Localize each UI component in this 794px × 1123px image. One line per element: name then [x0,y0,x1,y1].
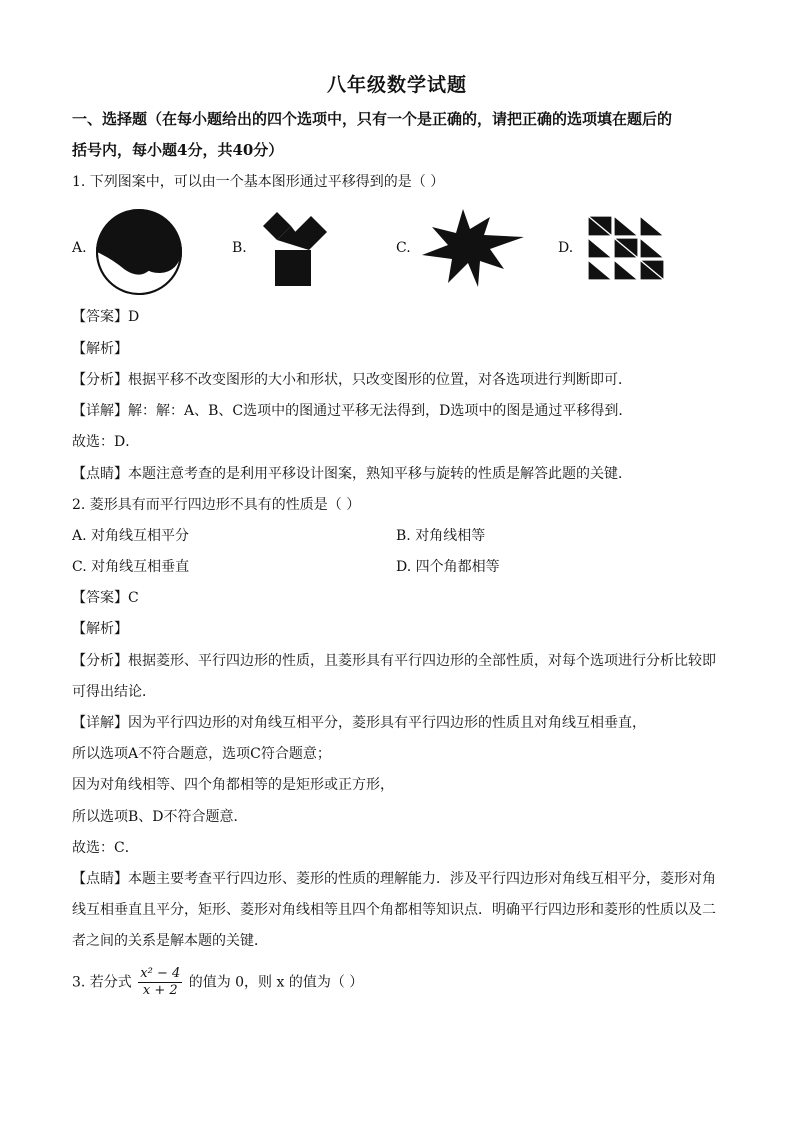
q2-comment-line3: 者之间的关系是解本题的关键． [72,933,268,949]
q2-detail-line4: 所以选项B、D不符合题意． [72,809,248,825]
q2-detail-line3: 因为对角线相等、四个角都相等的是矩形或正方形， [72,777,394,793]
q2-comment-line2: 线互相垂直且平分，矩形、菱形对角线相等且四个角都相等知识点．明确平行四边形和菱形的性质以及二 [72,902,716,918]
q1-option-a-label: A. [72,240,87,256]
q1-option-c-label: C. [396,240,411,256]
q2-option-a: A. 对角线互相平分 [72,528,190,544]
q2-option-b: B. 对角线相等 [396,528,486,544]
q1-option-d-label: D. [558,240,574,256]
q1-choice: 故选：D． [72,434,140,450]
q2-choice: 故选：C． [72,840,139,856]
q1-detail: 【详解】解：解：A、B、C选项中的图通过平移无法得到，D选项中的图是通过平移得到． [72,403,633,419]
q2-option-d: D. 四个角都相等 [396,559,500,575]
q1-answer: 【答案】D [72,309,140,325]
q1-figure-c-star [418,207,528,289]
q2-option-c: C. 对角线互相垂直 [72,559,190,575]
q2-analysis-line1: 【分析】根据菱形、平行四边形的性质，且菱形具有平行四边形的全部性质，对每个选项进行分析比较即 [72,653,716,669]
q2-jiexi: 【解析】 [72,621,128,637]
q2-comment-line1: 【点睛】本题主要考查平行四边形、菱形的性质的理解能力．涉及平行四边形对角线互相平分，菱形对角 [72,871,716,887]
q2-detail-line2: 所以选项A不符合题意，选项C符合题意； [72,746,331,762]
q1-stem: 1. 下列图案中，可以由一个基本图形通过平移得到的是（ ） [72,174,445,190]
page-title: 八年级数学试题 [326,74,467,96]
q1-option-b-label: B. [232,240,247,256]
q1-jiexi: 【解析】 [72,341,128,357]
q2-detail-line1: 【详解】因为平行四边形的对角线互相平分，菱形具有平行四边形的性质且对角线互相垂直， [72,715,646,731]
section-heading-line1: 一、选择题（在每小题给出的四个选项中，只有一个是正确的，请把正确的选项填在题后的 [72,110,673,128]
q1-figure-a-yinyang [94,207,184,297]
q3-fraction [138,966,182,999]
q3-denominator: x + 2 [142,983,178,998]
q1-comment: 【点睛】本题注意考查的是利用平移设计图案，熟知平移与旋转的性质是解答此题的关键． [72,466,632,482]
q1-analysis: 【分析】根据平移不改变图形的大小和形状，只改变图形的位置，对各选项进行判断即可． [72,372,632,388]
q1-figure-d-triangles [586,214,666,284]
q1-figure-b-squares [257,212,341,292]
q2-answer: 【答案】C [72,590,139,606]
q2-stem: 2. 菱形具有而平行四边形不具有的性质是（ ） [72,497,361,513]
q2-analysis-line2: 可得出结论． [72,684,156,700]
section-heading-line2: 括号内，每小题4分，共40分） [72,141,284,159]
q3-prefix: 3. 若分式 [72,974,132,991]
q3-numerator: x² − 4 [140,966,181,981]
q3-stem [72,966,363,999]
q3-suffix: 的值为 0，则 x 的值为（ ） [188,974,364,991]
